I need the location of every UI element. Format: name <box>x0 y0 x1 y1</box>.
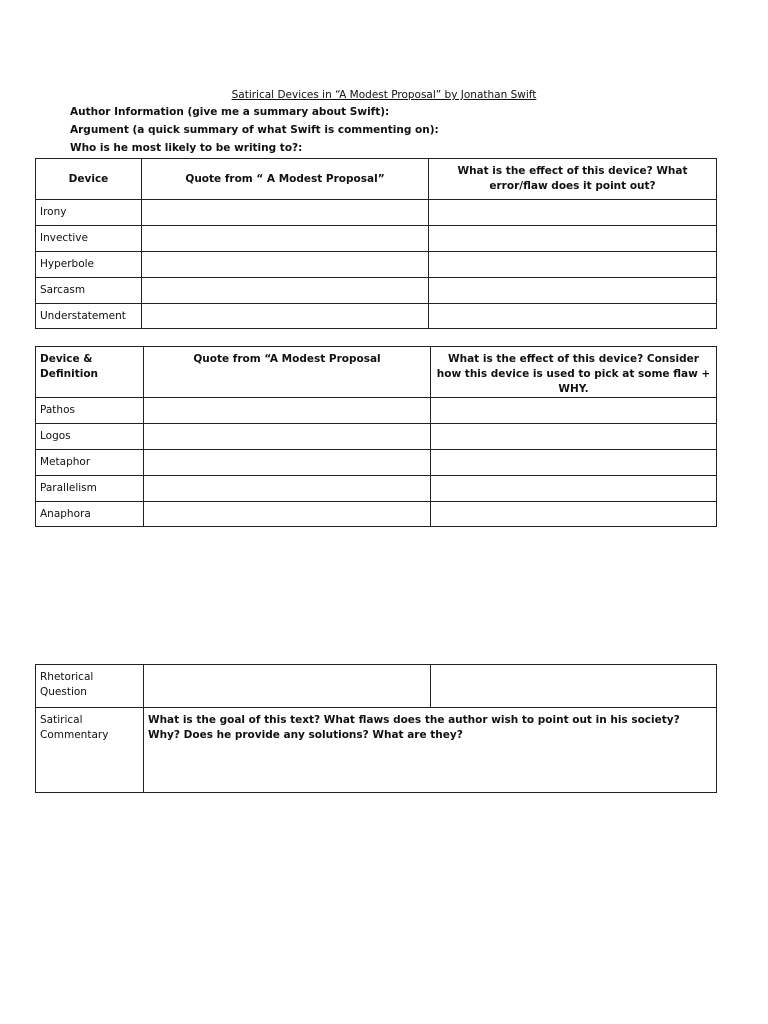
device-label: Irony <box>36 200 142 226</box>
effect-cell[interactable] <box>431 424 717 450</box>
quote-header: Quote from “A Modest Proposal <box>144 347 431 398</box>
effect-cell[interactable] <box>429 200 717 226</box>
devices-table-1 <box>35 158 717 329</box>
device-label: Sarcasm <box>36 278 142 304</box>
audience-prompt: Who is he most likely to be writing to?: <box>70 142 303 154</box>
table-row <box>36 304 717 329</box>
device-label: Hyperbole <box>36 252 142 278</box>
table-row <box>36 424 717 450</box>
table-row <box>36 226 717 252</box>
table-row <box>36 502 717 527</box>
device-label: Parallelism <box>36 476 144 502</box>
effect-cell[interactable] <box>429 304 717 329</box>
quote-cell[interactable] <box>144 665 431 708</box>
effect-cell[interactable] <box>429 278 717 304</box>
quote-cell[interactable] <box>144 502 431 527</box>
rhetorical-question-label: Rhetorical Question <box>36 665 144 708</box>
effect-cell[interactable] <box>431 450 717 476</box>
table-row <box>36 665 717 708</box>
device-definition-header: Device & Definition <box>36 347 144 398</box>
effect-header: What is the effect of this device? What error/flaw does it point out? <box>429 159 717 200</box>
table-row <box>36 450 717 476</box>
table-header-row <box>36 159 717 200</box>
effect-cell[interactable] <box>431 502 717 527</box>
satirical-commentary-prompt[interactable]: What is the goal of this text? What flaws does the author wish to point out in his society? Why? Does he provide any solutions? What are they? <box>144 708 717 793</box>
device-label: Logos <box>36 424 144 450</box>
effect-cell[interactable] <box>429 226 717 252</box>
satirical-commentary-label: Satirical Commentary <box>36 708 144 793</box>
table-row <box>36 398 717 424</box>
table-row <box>36 200 717 226</box>
device-label: Metaphor <box>36 450 144 476</box>
quote-cell[interactable] <box>142 252 429 278</box>
table-row <box>36 476 717 502</box>
quote-cell[interactable] <box>142 200 429 226</box>
table-row <box>36 278 717 304</box>
device-label: Invective <box>36 226 142 252</box>
argument-prompt: Argument (a quick summary of what Swift is commenting on): <box>70 124 439 136</box>
device-label: Anaphora <box>36 502 144 527</box>
commentary-table <box>35 664 717 793</box>
device-header: Device <box>36 159 142 200</box>
quote-cell[interactable] <box>144 398 431 424</box>
devices-table-2 <box>35 346 717 527</box>
quote-header: Quote from “ A Modest Proposal” <box>142 159 429 200</box>
effect-cell[interactable] <box>431 476 717 502</box>
worksheet-title: Satirical Devices in “A Modest Proposal” by Jonathan Swift <box>231 89 537 101</box>
quote-cell[interactable] <box>144 450 431 476</box>
quote-cell[interactable] <box>142 304 429 329</box>
device-label: Understatement <box>36 304 142 329</box>
table-row <box>36 252 717 278</box>
effect-cell[interactable] <box>431 398 717 424</box>
quote-cell[interactable] <box>144 476 431 502</box>
author-information-prompt: Author Information (give me a summary about Swift): <box>70 106 390 118</box>
effect-cell[interactable] <box>429 252 717 278</box>
quote-cell[interactable] <box>142 278 429 304</box>
table-header-row <box>36 347 717 398</box>
device-label: Pathos <box>36 398 144 424</box>
effect-header: What is the effect of this device? Consider how this device is used to pick at some flaw + WHY. <box>431 347 717 398</box>
quote-cell[interactable] <box>144 424 431 450</box>
quote-cell[interactable] <box>142 226 429 252</box>
table-row <box>36 708 717 793</box>
effect-cell[interactable] <box>431 665 717 708</box>
